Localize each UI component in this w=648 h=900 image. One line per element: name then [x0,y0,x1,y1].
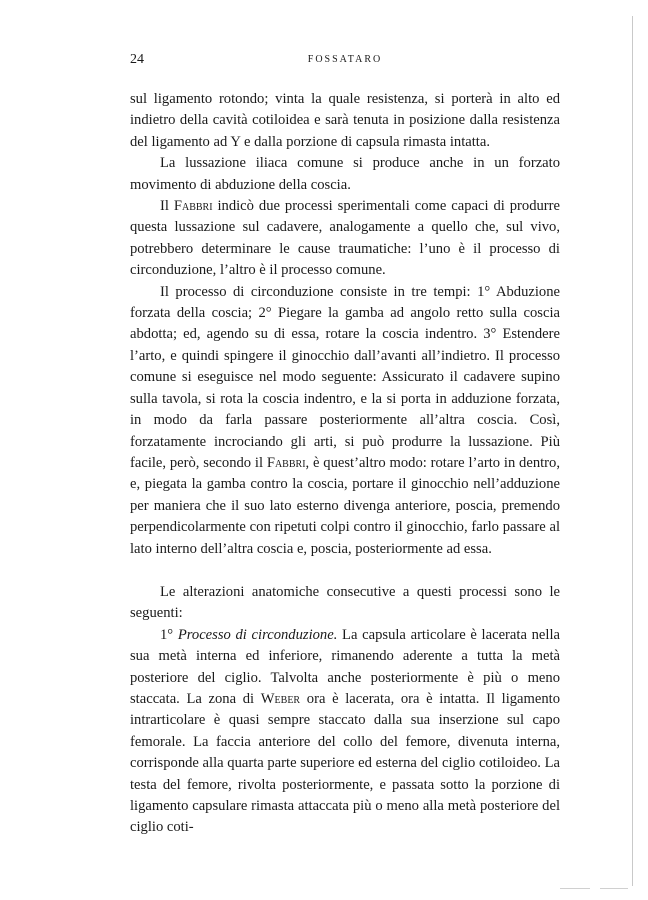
paragraph-3-rest: indicò due processi sperimentali come capaci di produrre questa lussazione sul cadavere, analogamente a quello che, sul vivo, potrebbero determinare le cause traumatiche: l’uno è il processo di circonduzione, l’altro è il processo comune. [130,198,560,279]
paragraph-1: sul ligamento rotondo; vinta la quale resistenza, si porterà in alto ed indietro della cavità cotiloidea e sarà tenuta in posizione dalla resistenza del ligamento ad Y e dalla porzione di capsula rimasta intatta. [130,91,560,150]
paragraph-4-part2: , è quest’altro modo: rotare l’arto in dentro, e, piegata la gamba contro la coscia, portare il ginocchio nell’adduzione per maniera che il suo lato esterno divenga anteriore, poscia, premendo perpendicolarmente con ripetuti colpi contro il ginocchio, farlo passare al lato interno dell’altra coscia e, poscia, posteriormente ad essa. [130,454,560,557]
author-name-fabbri-2: Fabbri [266,454,306,471]
item-number: 1° [160,626,174,643]
section-gap [130,560,560,582]
running-head: FOSSATARO [307,54,383,65]
paragraph-3-lead: Il [160,198,169,215]
scan-mark [600,888,628,889]
page-number: 24 [130,52,144,67]
paragraph-6-part1: La capsula articolare è lacerata nella sua metà interna ed inferiore, rimanendo aderente a tutta la metà posteriore del ciglio. Talvolta anche posteriormente è più o meno staccata. La zona di [130,626,560,707]
body-text [130,89,560,839]
paragraph-5: Le alterazioni anatomiche consecutive a questi processi sono le seguenti: [130,583,560,622]
scan-mark [560,888,590,889]
paragraph-3 [130,196,560,282]
paragraph-6-part2: ora è lacerata, ora è intatta. Il ligamento intrarticolare è quasi sempre staccato dalla sua inserzione sul capo femorale. La faccia anteriore del collo del femore, divenuta interna, corrisponde alla quarta parte superiore ed esterna del ciglio cotiloideo. La testa del femore, rivolta posteriormente, e passata sotto la porzione di ligamento capsulare rimasta attaccata più o meno alla metà posteriore del ciglio coti- [130,690,561,836]
paragraph-6 [130,625,560,839]
page-edge-line [632,16,633,886]
page-header [130,52,560,72]
author-name-weber: Weber [260,690,301,707]
paragraph-4 [130,282,560,560]
paragraph-4-part1: Il processo di circonduzione consiste in tre tempi: 1° Abduzione forzata della coscia; 2° Piegare la gamba ad angolo retto sulla coscia abdotta; ed, agendo su di essa, rotare la coscia indentro. 3° Estendere l’arto, e quindi spingere il ginocchio dall’avanti all’indietro. Il processo comune si eseguisce nel modo seguente: Assicurato il cadavere supino sulla tavola, si rota la coscia indentro, e la si porta in adduzione forzata, in modo da farla passare posteriormente all’altra coscia. Così, forzatamente incrociando gli arti, si può produrre la lussazione. Più facile, però, secondo il [130,283,560,471]
paragraph-2: La lussazione iliaca comune si produce anche in un forzato movimento di abduzione della coscia. [130,155,560,193]
scan-marks [560,888,632,890]
author-name-fabbri: Fabbri [173,198,213,215]
subsection-title: Processo di circonduzione. [177,626,338,643]
